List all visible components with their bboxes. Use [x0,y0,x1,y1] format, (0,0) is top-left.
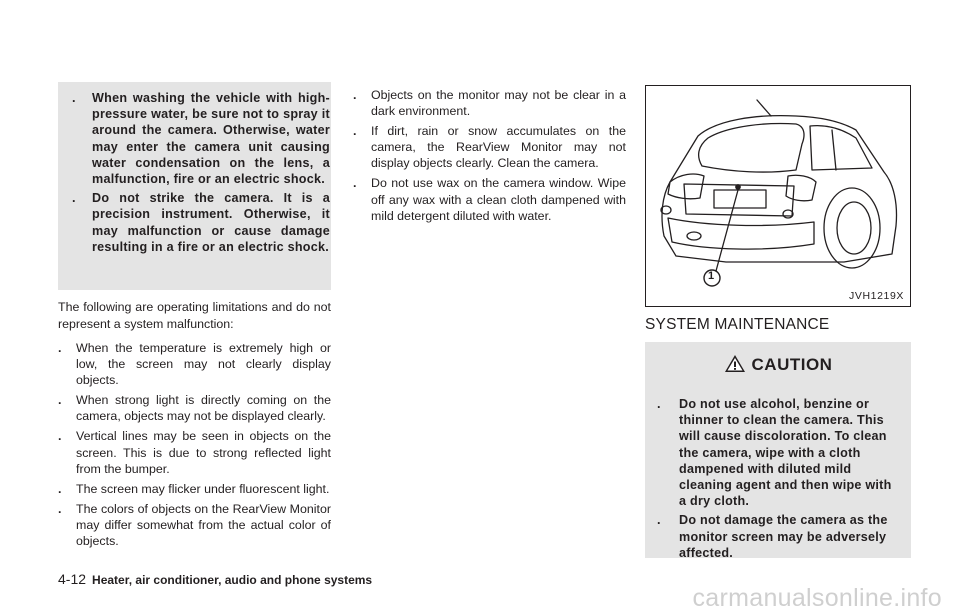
bullet: . [353,124,357,139]
caution-item [657,512,902,561]
footer-title: Heater, air conditioner, audio and phone systems [92,573,373,587]
bullet: . [58,341,62,355]
limitation-item [58,501,331,549]
side-window [810,126,872,170]
window-pillar [832,130,836,170]
antenna-line [757,100,771,116]
limitation-item [58,428,331,476]
warning-text: When washing the vehicle with high-pressure water, be sure not to spray it around the camera. Otherwise, water may enter the camera unit causing water condensation on the lens, a malfunction, fire or an electric shock. [92,91,330,187]
figure-code: JVH1219X [849,290,904,302]
column2-item [353,87,626,119]
page-number: 4-12 [58,571,87,587]
bullet: . [353,176,357,191]
vehicle-rear-illustration [646,86,910,306]
limitation-item [58,340,331,388]
caution-text: Do not damage the camera as the monitor screen may be adversely affected. [679,513,888,560]
wheel-rim [837,202,871,254]
rear-bumper [668,218,814,249]
warning-list [72,90,330,258]
limitation-text: The screen may flicker under fluorescent light. [76,481,330,496]
camera-lens [736,185,740,189]
license-plate-area [714,190,766,208]
bullet: . [72,191,76,206]
rear-window [699,124,804,173]
bullet: . [58,481,62,496]
page-footer [58,571,372,587]
column2-text: Do not use wax on the camera window. Wipe off any wax with a clean cloth dampened with mild detergent diluted with water. [371,176,626,223]
bullet: . [353,88,357,102]
limitation-text: The colors of objects on the RearView Monitor may differ somewhat from the actual color of objects. [76,501,331,549]
caution-list [657,396,902,564]
bullet: . [58,501,62,516]
column2-item [353,175,626,223]
bullet: . [657,397,661,411]
rear-camera-figure [645,85,911,307]
bullet: . [58,429,62,444]
bullet: . [72,91,76,105]
column2-item [353,123,626,171]
warning-item [72,90,330,187]
limitation-item [58,481,331,497]
column2-list [353,87,626,228]
limitation-item [58,392,331,424]
column2-text: Objects on the monitor may not be clear in a dark environment. [371,88,626,119]
callout-number: 1 [708,270,715,282]
warning-triangle-icon [724,354,746,378]
warning-text: Do not strike the camera. It is a precision instrument. Otherwise, it may malfunction or cause damage resulting in a fire or an electric shock. [92,191,330,254]
column2-text: If dirt, rain or snow accumulates on the camera, the RearView Monitor may not display objects clearly. Clean the camera. [371,124,626,171]
bullet: . [58,393,62,408]
limitation-text: When strong light is directly coming on the camera, objects may not be displayed clearly. [76,393,331,424]
tail-light-left [668,174,704,199]
caution-title: CAUTION [751,355,833,374]
limitations-list [58,340,331,553]
callout-leader [716,190,738,271]
caution-text: Do not use alcohol, benzine or thinner to clean the camera. This will cause discoloration. To clean the camera, wipe with a cloth dampened with diluted mild cleaning agent and then wipe with a dry cloth. [679,397,892,509]
warning-item [72,190,330,255]
tail-light-right [786,175,816,201]
watermark: carmanualsonline.info [692,584,942,612]
limitation-text: Vertical lines may be seen in objects on the screen. This is due to strong reflected light from the bumper. [76,429,331,476]
intro-paragraph: The following are operating limitations and do not represent a system malfunction: [58,300,331,331]
caution-header [645,354,911,378]
bullet: . [657,513,661,528]
exhaust-pipe [687,232,701,240]
caution-item [657,396,902,509]
section-title: SYSTEM MAINTENANCE [645,316,830,333]
limitation-text: When the temperature is extremely high or low, the screen may not clearly display objects. [76,341,331,388]
